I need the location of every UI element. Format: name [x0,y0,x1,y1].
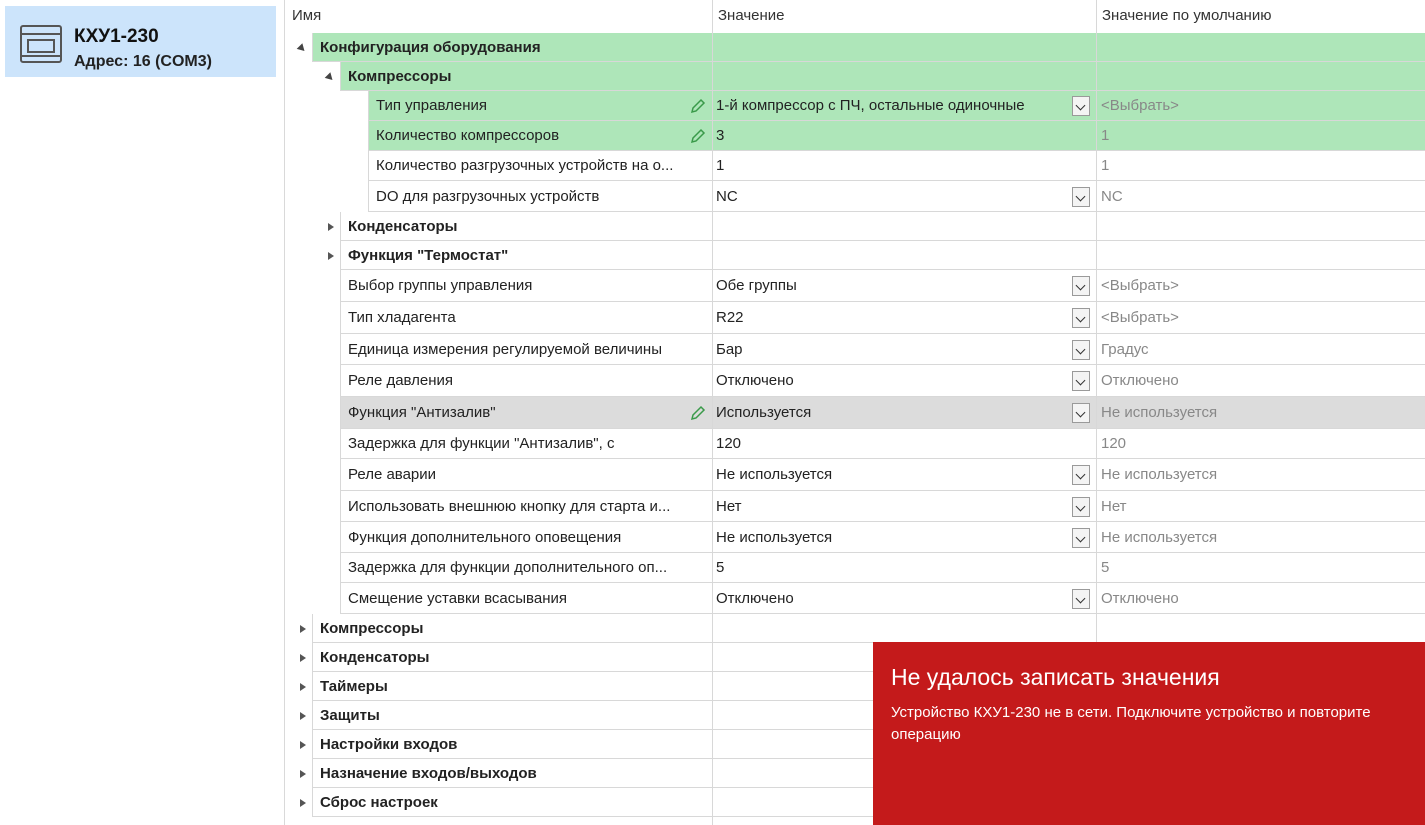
row-name: Количество компрессоров [376,127,560,144]
table-row[interactable] [286,522,1425,553]
device-icon [19,22,63,66]
table-row[interactable] [286,151,1425,181]
indent-divider [340,62,341,91]
column-header-default[interactable]: Значение по умолчанию [1102,7,1272,24]
row-value[interactable]: 3 [716,127,725,144]
indent-divider [312,672,313,701]
table-row[interactable] [286,459,1425,491]
collapsed-arrow-icon[interactable] [300,625,306,633]
collapsed-arrow-icon[interactable] [300,712,306,720]
table-row[interactable] [286,181,1425,212]
row-default-value: Отключено [1101,590,1179,607]
indent-divider [340,522,341,553]
row-name: Функция "Антизалив" [348,404,496,421]
expanded-arrow-icon[interactable] [297,43,308,54]
table-row[interactable] [286,270,1425,302]
indent-divider [312,759,313,788]
row-name: DO для разгрузочных устройств [376,188,600,205]
collapsed-arrow-icon[interactable] [300,654,306,662]
toast-title: Не удалось записать значения [891,664,1220,690]
table-row[interactable] [286,91,1425,121]
table-row[interactable] [286,429,1425,459]
row-name: Настройки входов [320,736,458,753]
row-name: Компрессоры [348,68,452,85]
device-address: Адрес: 16 (COM3) [74,53,212,70]
row-name: Задержка для функции "Антизалив", с [348,435,615,452]
dropdown-chevron-icon[interactable] [1072,497,1090,517]
table-row[interactable] [286,241,1425,270]
row-name: Использовать внешнюю кнопку для старта и... [348,498,671,515]
dropdown-chevron-icon[interactable] [1072,589,1090,609]
dropdown-chevron-icon[interactable] [1072,308,1090,328]
collapsed-arrow-icon[interactable] [300,741,306,749]
row-name: Компрессоры [320,620,424,637]
row-name: Сброс настроек [320,794,438,811]
indent-divider [340,491,341,522]
row-value[interactable]: Не используется [716,466,833,483]
indent-divider [340,212,341,241]
table-row[interactable] [286,583,1425,614]
table-row[interactable] [286,302,1425,334]
indent-divider [312,730,313,759]
dropdown-chevron-icon[interactable] [1072,340,1090,360]
indent-divider [312,643,313,672]
row-name: Тип управления [376,97,487,114]
column-divider [712,0,713,825]
indent-divider [368,151,369,181]
row-name: Смещение уставки всасывания [348,590,567,607]
indent-divider [368,181,369,212]
row-value[interactable]: 1-й компрессор с ПЧ, остальные одиночные [716,97,1025,114]
collapsed-arrow-icon[interactable] [328,223,334,231]
error-toast[interactable] [873,642,1425,825]
table-row[interactable] [286,397,1425,429]
row-name: Функция "Термостат" [348,247,509,264]
indent-divider [312,614,313,643]
table-row[interactable] [286,491,1425,522]
device-panel [0,0,285,825]
row-value[interactable]: 5 [716,559,725,576]
row-value[interactable]: Обе группы [716,277,797,294]
row-name: Единица измерения регулируемой величины [348,341,662,358]
row-default-value: Градус [1101,341,1149,358]
row-name: Конфигурация оборудования [320,39,541,56]
edit-pencil-icon [689,97,707,115]
collapsed-arrow-icon[interactable] [300,799,306,807]
indent-divider [340,583,341,614]
row-name: Реле аварии [348,466,437,483]
row-name: Функция дополнительного оповещения [348,529,622,546]
indent-divider [368,121,369,151]
row-value[interactable]: Не используется [716,529,833,546]
table-row[interactable] [286,614,1425,643]
row-default-value: Нет [1101,498,1127,515]
collapsed-arrow-icon[interactable] [300,683,306,691]
indent-divider [368,91,369,121]
table-row[interactable] [286,334,1425,365]
row-value[interactable]: 120 [716,435,742,452]
indent-divider [340,270,341,302]
collapsed-arrow-icon[interactable] [328,252,334,260]
device-name: КХУ1-230 [74,26,159,47]
row-value[interactable]: R22 [716,309,744,326]
dropdown-chevron-icon[interactable] [1072,371,1090,391]
row-name: Реле давления [348,372,454,389]
table-row[interactable] [286,212,1425,241]
indent-divider [340,429,341,459]
indent-divider [312,701,313,730]
indent-divider [340,397,341,429]
table-row[interactable] [286,33,1425,62]
edit-pencil-icon [689,404,707,422]
column-header-value[interactable]: Значение [718,7,785,24]
row-default-value: <Выбрать> [1101,277,1179,294]
row-default-value: Отключено [1101,372,1179,389]
dropdown-chevron-icon[interactable] [1072,528,1090,548]
row-default-value: Не используется [1101,466,1218,483]
row-name: Назначение входов/выходов [320,765,537,782]
edit-pencil-icon [689,127,707,145]
table-row[interactable] [286,62,1425,91]
indent-divider [312,33,313,62]
expanded-arrow-icon[interactable] [325,72,336,83]
indent-divider [340,241,341,270]
indent-divider [340,553,341,583]
dropdown-chevron-icon[interactable] [1072,465,1090,485]
row-value[interactable]: Используется [716,404,812,421]
table-row[interactable] [286,365,1425,397]
row-default-value: Не используется [1101,529,1218,546]
indent-divider [312,788,313,817]
collapsed-arrow-icon[interactable] [300,770,306,778]
table-row[interactable] [286,553,1425,583]
row-value[interactable]: Отключено [716,590,794,607]
row-value[interactable]: Бар [716,341,743,358]
row-name: Конденсаторы [320,649,430,666]
row-name: Задержка для функции дополнительного оп... [348,559,668,576]
device-card[interactable] [5,6,276,77]
row-default-value: 120 [1101,435,1127,452]
row-default-value: 1 [1101,157,1110,174]
row-name: Выбор группы управления [348,277,533,294]
indent-divider [340,334,341,365]
row-default-value: <Выбрать> [1101,97,1179,114]
column-header-name[interactable]: Имя [292,7,322,24]
row-value[interactable]: Нет [716,498,742,515]
row-name: Количество разгрузочных устройств на о... [376,157,674,174]
toast-message: Устройство КХУ1-230 не в сети. Подключите устройство и повторите операцию [891,704,1371,743]
row-default-value: Не используется [1101,404,1218,421]
indent-divider [340,302,341,334]
row-default-value: NC [1101,188,1123,205]
dropdown-chevron-icon[interactable] [1072,403,1090,423]
indent-divider [340,459,341,491]
row-name: Тип хладагента [348,309,456,326]
row-default-value: 5 [1101,559,1110,576]
row-value[interactable]: Отключено [716,372,794,389]
row-value[interactable]: 1 [716,157,725,174]
row-default-value: 1 [1101,127,1110,144]
dropdown-chevron-icon[interactable] [1072,96,1090,116]
row-name: Защиты [320,707,380,724]
row-name: Конденсаторы [348,218,458,235]
row-value[interactable]: NC [716,188,738,205]
dropdown-chevron-icon[interactable] [1072,187,1090,207]
dropdown-chevron-icon[interactable] [1072,276,1090,296]
row-name: Таймеры [320,678,388,695]
row-default-value: <Выбрать> [1101,309,1179,326]
indent-divider [340,365,341,397]
table-row[interactable] [286,121,1425,151]
